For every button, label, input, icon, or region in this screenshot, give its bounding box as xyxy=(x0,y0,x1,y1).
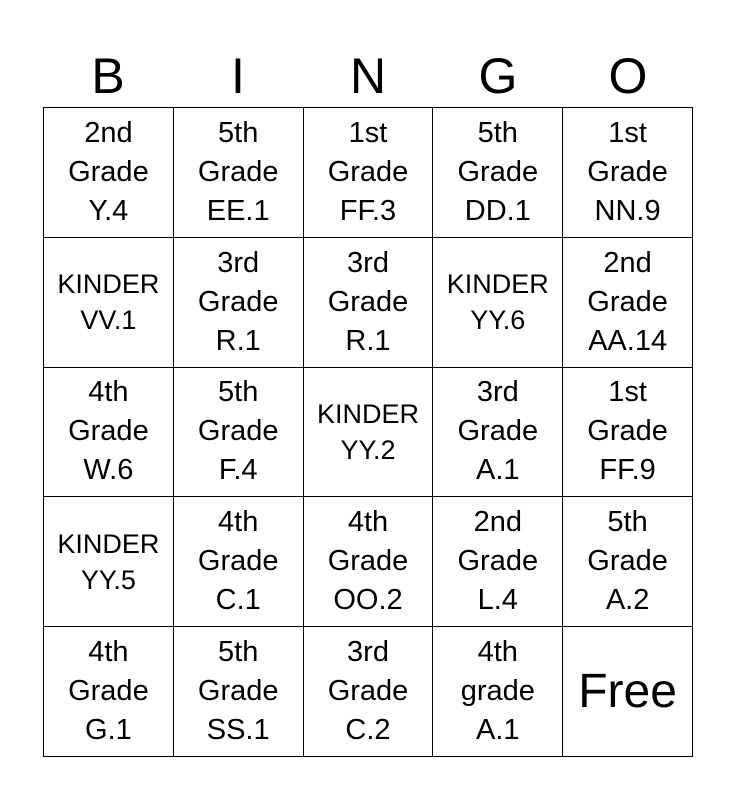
cell-text: 5th Grade SS.1 xyxy=(197,636,279,747)
bingo-cell xyxy=(44,497,174,627)
bingo-cell xyxy=(44,627,174,757)
bingo-cell xyxy=(563,368,693,498)
header-letter-n: N xyxy=(349,48,387,104)
bingo-cell xyxy=(433,108,563,238)
cell-text: 2nd Grade Y.4 xyxy=(68,116,149,227)
header-letter-g: G xyxy=(478,48,518,104)
cell-text: 4th Grade OO.2 xyxy=(327,506,409,617)
cell-text: KINDER YY.2 xyxy=(316,398,419,465)
cell-text: 3rd Grade A.1 xyxy=(457,376,539,487)
cell-text: 3rd Grade C.2 xyxy=(327,636,409,747)
free-space-label: Free xyxy=(578,664,677,718)
cell-text: 5th Grade F.4 xyxy=(197,376,279,487)
cell-text: 3rd Grade R.1 xyxy=(327,246,409,357)
header-letter-i: I xyxy=(231,48,245,104)
cell-text: 2nd Grade L.4 xyxy=(457,506,539,617)
cell-text: 3rd Grade R.1 xyxy=(197,246,279,357)
bingo-cell xyxy=(174,627,304,757)
bingo-cell xyxy=(433,238,563,368)
bingo-cell xyxy=(563,108,693,238)
bingo-cell xyxy=(433,497,563,627)
cell-text: KINDER VV.1 xyxy=(57,269,160,336)
cell-text: 5th Grade EE.1 xyxy=(197,116,279,227)
bingo-cell xyxy=(174,497,304,627)
cell-text: 1st Grade FF.3 xyxy=(327,116,409,227)
header-letter-b: B xyxy=(91,48,125,104)
cell-text: 4th grade A.1 xyxy=(460,636,535,747)
bingo-cell xyxy=(174,238,304,368)
cell-text: 1st Grade FF.9 xyxy=(587,376,668,487)
cell-text: 4th Grade G.1 xyxy=(68,636,149,747)
bingo-cell xyxy=(304,627,434,757)
cell-text: 4th Grade C.1 xyxy=(197,506,279,617)
cell-text: KINDER YY.5 xyxy=(57,528,160,595)
cell-text: 5th Grade A.2 xyxy=(587,506,668,617)
bingo-cell xyxy=(304,368,434,498)
cell-text: 4th Grade W.6 xyxy=(68,376,149,487)
bingo-cell xyxy=(304,497,434,627)
bingo-cell xyxy=(563,238,693,368)
bingo-cell xyxy=(433,368,563,498)
bingo-cell xyxy=(44,108,174,238)
bingo-cell xyxy=(433,627,563,757)
header-letter-o: O xyxy=(608,48,648,104)
cell-text: 1st Grade NN.9 xyxy=(587,116,668,227)
cell-text: KINDER YY.6 xyxy=(446,269,549,336)
bingo-cell xyxy=(304,108,434,238)
cell-text: 5th Grade DD.1 xyxy=(457,116,539,227)
cell-text: 2nd Grade AA.14 xyxy=(587,246,668,357)
bingo-cell xyxy=(563,497,693,627)
bingo-cell xyxy=(44,238,174,368)
free-space-cell xyxy=(563,627,693,757)
bingo-header xyxy=(43,44,693,108)
bingo-cell xyxy=(304,238,434,368)
bingo-cell xyxy=(174,368,304,498)
bingo-cell xyxy=(174,108,304,238)
bingo-grid xyxy=(43,107,693,757)
bingo-cell xyxy=(44,368,174,498)
